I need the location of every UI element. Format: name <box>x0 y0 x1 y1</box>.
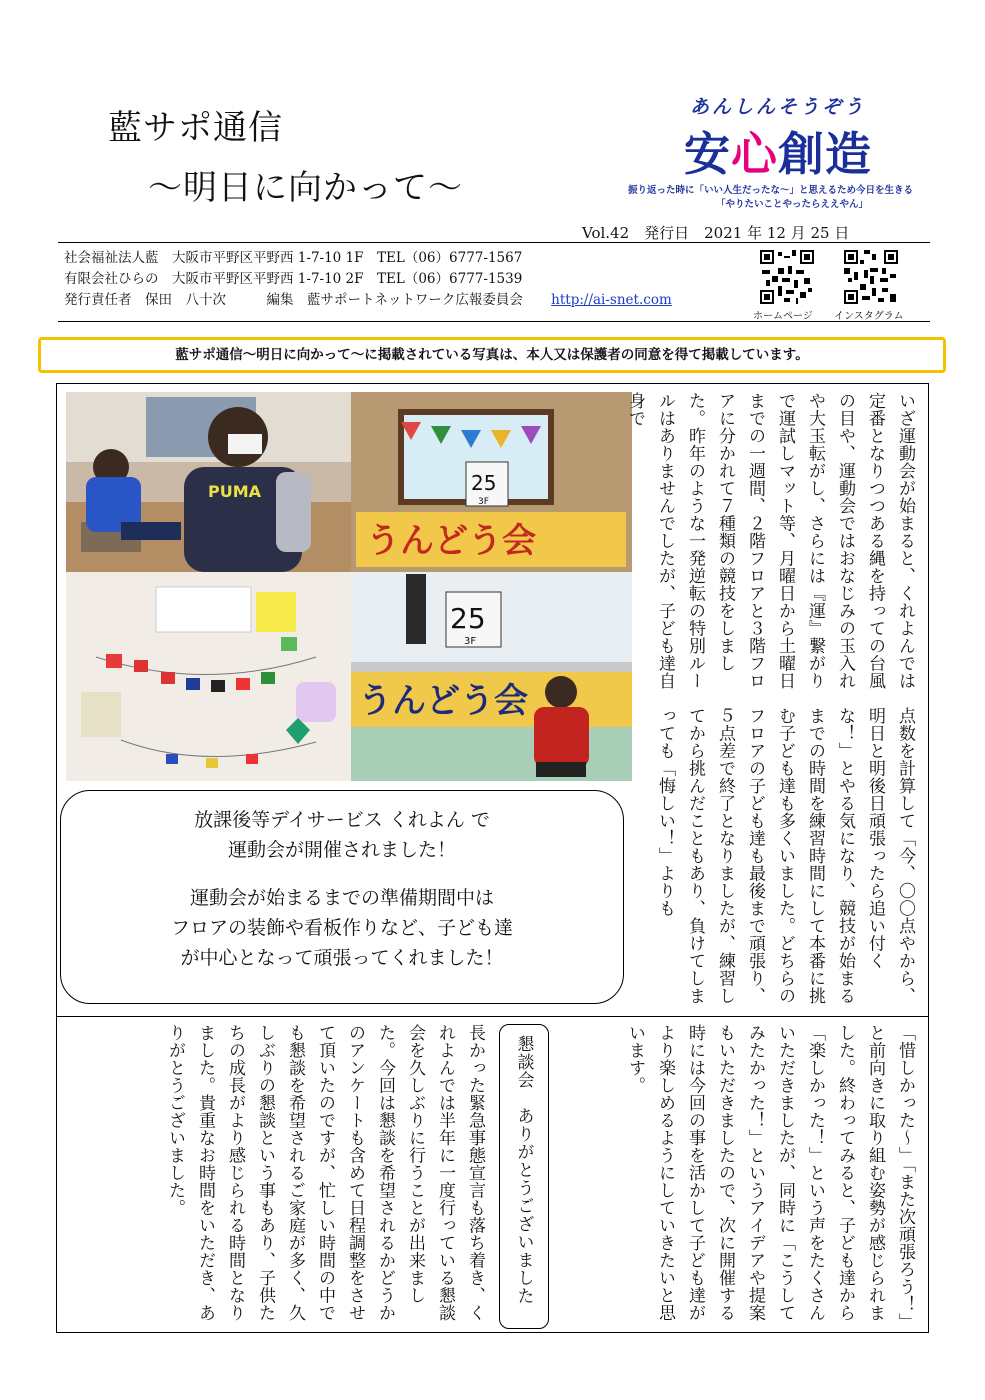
logo-tagline-1: 振り返った時に「いい人生だったな～」と思えるため今日を生きる <box>628 185 914 196</box>
homepage-qr-code[interactable] <box>760 250 814 304</box>
callout-line-2: 運動会が開催されました！ <box>227 839 456 861</box>
issue-info: Vol.42 発行日 2021 年 12 月 25 日 <box>582 224 850 242</box>
header-rule <box>58 242 930 243</box>
newsletter-title: 藍サポ通信 <box>108 108 283 148</box>
callout-line-3: 運動会が始まるまでの準備期間中は <box>189 887 494 909</box>
event-photo-collage <box>66 392 632 781</box>
publisher-row-3 <box>64 288 672 308</box>
callout-spacer <box>61 865 623 883</box>
scoreboard-top-sub: 3F <box>478 497 489 507</box>
qr-home-label: ホームページ <box>753 311 813 322</box>
callout-line-5: が中心となって頑張ってくれました！ <box>180 947 504 969</box>
instagram-qr-code[interactable] <box>844 250 898 304</box>
newsletter-subtitle: ～明日に向かって～ <box>148 168 463 208</box>
logo-kana: あんしんそうぞう <box>690 96 867 118</box>
article-sports-day-1: いざ運動会が始まると、くれよんでは定番となりつつある縄を持っての台風の目や、運動会ではおなじみの玉入れや大玉転がし、さらには『運』繋がりで運試しマット等、月曜日から土曜日までの一週間、２階フロアと３階フロアに分かれて７種類の競技をしました。昨年のような一発逆転の特別ルールはありませんでしたが、子ども達自身で <box>625 392 915 690</box>
logo-char-1: 安 <box>684 127 731 181</box>
banner-text-top: うんどう会 <box>366 521 536 561</box>
scoreboard-top: 25 <box>471 471 497 495</box>
website-link[interactable]: http://ai-snet.com <box>551 292 672 308</box>
publisher-row-2: 有限会社ひらの 大阪市平野区平野西 1-7-10 2F TEL（06）6777-1539 <box>64 271 523 287</box>
callout-line-1: 放課後等デイサービス くれよん で <box>194 809 490 831</box>
photo-wall-decorations <box>66 572 351 781</box>
callout-line-4: フロアの装飾や看板作りなど、子ども達 <box>170 917 513 939</box>
logo <box>684 118 872 184</box>
photo-consent-notice: 藍サポ通信～明日に向かって～に掲載されている写真は、本人又は保護者の同意を得て掲載しています。 <box>38 337 946 373</box>
photo-children-playing <box>66 392 351 572</box>
logo-tagline-2: 「やりたいことやったらええやん」 <box>716 199 869 210</box>
logo-char-2: 心 <box>731 127 778 181</box>
article-sports-day-2: 点数を計算して「今、〇〇点やから、明日と明後日頑張ったら追い付くな！」とやる気になり、競技が始まるまでの時間を練習時間にして本番に挑む子ども達も多くいました。どちらのフロアの子ども達も最後まで頑張り、５点差で終了となりましたが、練習してから挑んだこともあり、負けてしまっても「悔しい！」よりも <box>655 707 915 1005</box>
section-divider <box>56 1016 929 1017</box>
publisher-editor: 発行責任者 保田 八十次 編集 藍サポートネットワーク広報委員会 <box>64 292 523 308</box>
publisher-row-1: 社会福祉法人藍 大阪市平野区平野西 1-7-10 1F TEL（06）6777-1567 <box>64 250 523 266</box>
photo-scoreboard-child <box>351 572 632 781</box>
header-bottom-rule <box>58 321 930 322</box>
konkai-heading: 懇談会 ありがとうございました <box>513 1035 534 1305</box>
photo-window-banner <box>351 392 632 572</box>
banner-text-bottom: うんどう会 <box>358 681 528 721</box>
event-callout <box>60 790 624 1004</box>
scoreboard-bottom-sub: 3F <box>464 636 477 647</box>
article-sports-day-3: 「惜しかった～」「また次頑張ろう！」と前向きに取り組む姿勢が感じられました。終わってみると、子ども達から「楽しかった！」という声をたくさんいただきましたが、同時に「こうしてみたかった！」というアイデアや提案もいただきましたので、次に開催する時には今回の事を活かして子ども達がより楽しめるようにしていきたいと思います。 <box>625 1024 915 1322</box>
logo-char-3: 創造 <box>778 127 872 181</box>
konkai-heading-box <box>499 1024 549 1329</box>
konkai-article: 長かった緊急事態宣言も落ち着き、くれよんでは半年に一度行っている懇談会を久しぶりに行うことが出来ました。今回は懇談を希望されるかどうかのアンケートも含めて日程調整をさせて頂いたのですが、忙しい時間の中でも懇談を希望されるご家庭が多く、久しぶりの懇談という事もあり、子供たちの成長がより感じられる時間となりました。貴重なお時間をいただき、ありがとうございました。 <box>165 1024 485 1322</box>
scoreboard-bottom: 25 <box>450 602 486 635</box>
shirt-text: PUMA <box>208 482 262 501</box>
qr-insta-label: インスタグラム <box>834 311 904 322</box>
